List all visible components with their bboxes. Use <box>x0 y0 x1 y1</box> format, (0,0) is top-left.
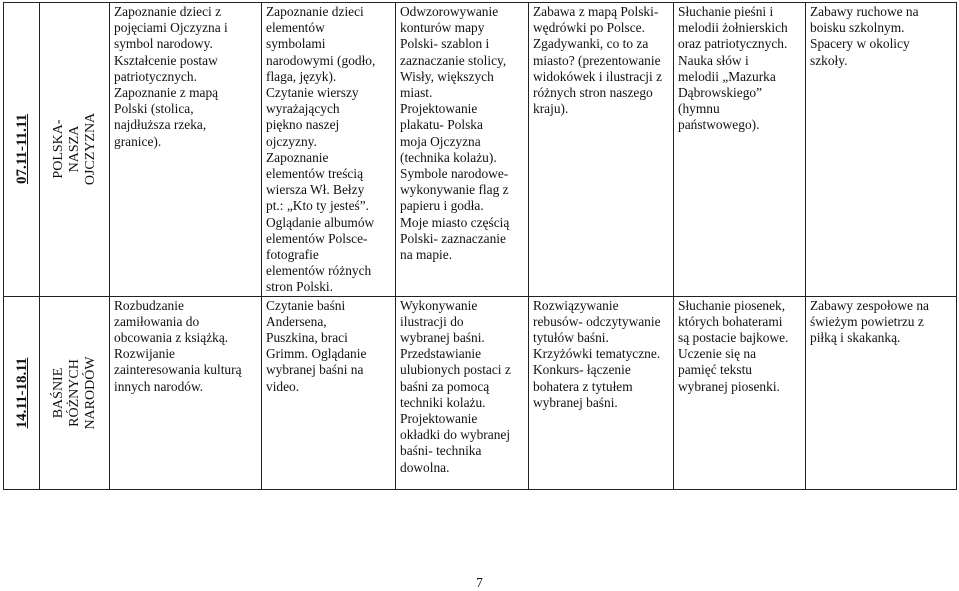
music-text: Słuchanie pieśni i melodii żołnierskich oraz patriotycznych. Nauka słów i melodii „Mazurka Dąbrowskiego” (hymnu państwowego). <box>678 4 788 133</box>
table-row <box>4 296 957 489</box>
literature-cell <box>262 296 396 489</box>
art-text: Odwzorowywanie konturów mapy Polski- szablon i zaznaczanie stolicy, Wisły, większych miast. Projektowanie plakatu- Polska moja Ojczyzna (technika kolażu). Symbole narodowe- wykonywanie flag z papieru i godła. Moje miasto częścią Polski- zaznaczanie na mapie. <box>400 4 510 263</box>
music-cell <box>674 296 806 489</box>
date-cell <box>4 296 40 489</box>
art-text: Wykonywanie ilustracji do wybranej baśni. Przedstawianie ulubionych postaci z baśni za pomocą techniki kolażu. Projektowanie okładki do wybranej baśni- technika dowolna. <box>400 297 511 475</box>
outdoor-text: Zabawy ruchowe na boisku szkolnym. Spacery w okolicy szkoły. <box>810 4 919 68</box>
games-text: Zabawa z mapą Polski- wędrówki po Polsce. Zgadywanki, co to za miasto? (prezentowanie widokówek i ilustracji z różnych stron naszego kraju). <box>533 4 663 117</box>
theme-title: POLSKA- NASZA OJCZYZNA <box>50 113 98 186</box>
theme-title: BAŚNIE RÓŻNYCH NARODÓW <box>50 356 98 430</box>
page-number: 7 <box>476 575 483 590</box>
literature-text: Czytanie baśni Andersena, Puszkina, braci Grimm. Oglądanie wybranej baśni na video. <box>266 297 367 394</box>
date-range: 14.11-18.11 <box>13 357 30 429</box>
art-cell <box>396 3 529 297</box>
date-range: 07.11-11.11 <box>13 114 30 185</box>
goals-text: Rozbudzanie zamiłowania do obcowania z książką. Rozwijanie zainteresowania kulturą innych narodów. <box>114 297 242 394</box>
literature-text: Zapoznanie dzieci elementów symbolami narodowymi (godło, flaga, język). Czytanie wierszy wyrażających piękno naszej ojczyzny. Zapoznanie elementów treścią wiersza Wł. Bełzy pt.: „Kto ty jesteś”. Oglądanie albumów elementów Polsce- fotografie elementów różnych stron Polski. <box>266 4 376 295</box>
goals-cell <box>110 296 262 489</box>
goals-cell <box>110 3 262 297</box>
date-cell <box>4 3 40 297</box>
lesson-plan-table <box>3 2 957 490</box>
goals-text: Zapoznanie dzieci z pojęciami Ojczyzna i symbol narodowy. Kształcenie postaw patriotycznych. Zapoznanie z mapą Polski (stolica, najdłuższa rzeka, granice). <box>114 4 228 149</box>
games-cell <box>529 296 674 489</box>
outdoor-cell <box>806 296 957 489</box>
music-text: Słuchanie piosenek, których bohaterami są postacie bajkowe. Uczenie się na pamięć tekstu wybranej piosenki. <box>678 297 789 394</box>
literature-cell <box>262 3 396 297</box>
theme-cell <box>40 296 110 489</box>
games-text: Rozwiązywanie rebusów- odczytywanie tytułów baśni. Krzyżówki tematyczne. Konkurs- łączenie bohatera z tytułem wybranej baśni. <box>533 297 661 410</box>
table-row <box>4 3 957 297</box>
theme-cell <box>40 3 110 297</box>
outdoor-cell <box>806 3 957 297</box>
outdoor-text: Zabawy zespołowe na świeżym powietrzu z piłką i skakanką. <box>810 297 929 346</box>
art-cell <box>396 296 529 489</box>
music-cell <box>674 3 806 297</box>
games-cell <box>529 3 674 297</box>
